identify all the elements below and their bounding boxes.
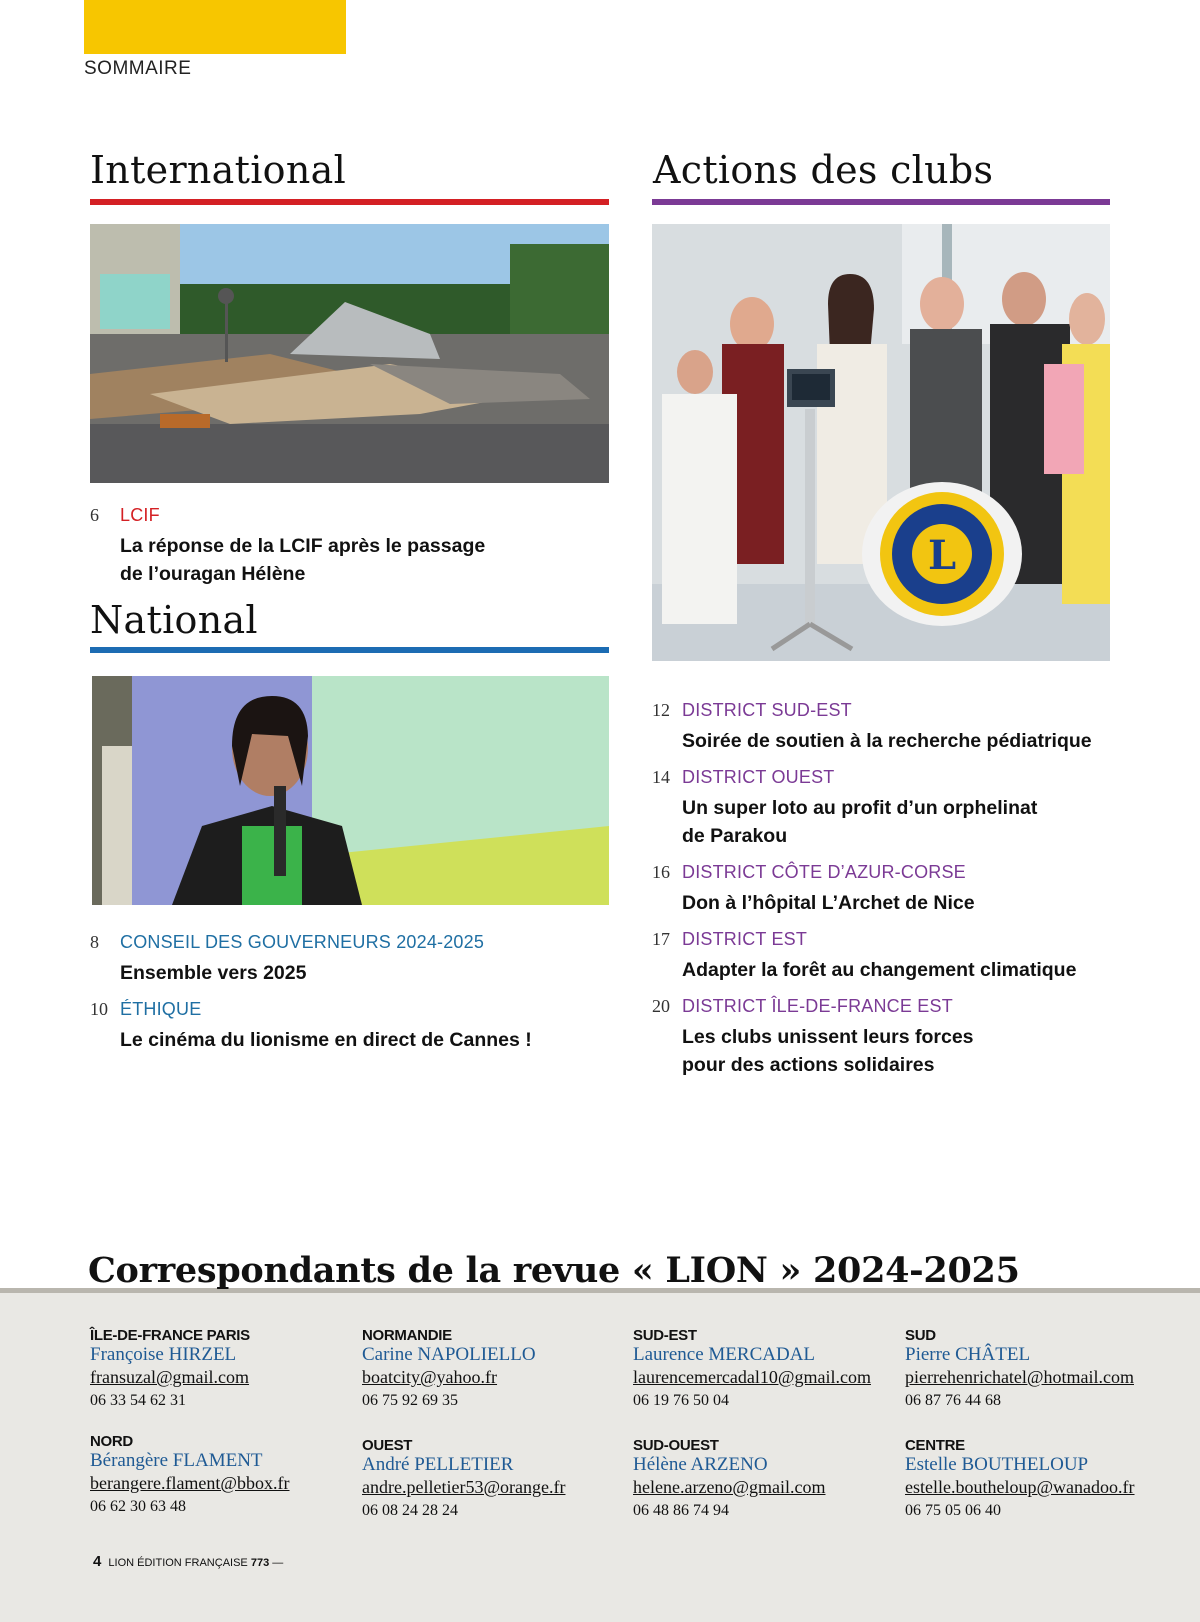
photo-hurricane-damage [90,224,609,483]
header-label: SOMMAIRE [84,58,192,79]
correspondent-email-link[interactable]: laurencemercadal10@gmail.com [633,1367,871,1387]
entry-title: Un super loto au profit d’un orphelinat de Parakou [682,797,1038,847]
correspondent-email-link[interactable]: fransuzal@gmail.com [90,1367,250,1387]
entry-category: DISTRICT EST [682,929,808,949]
entry-category: CONSEIL DES GOUVERNEURS 2024-2025 [120,932,485,952]
correspondent-region: SUD-OUEST [633,1437,719,1454]
correspondent-card [90,1327,350,1414]
entry-category: LCIF [120,505,160,525]
page-number: 16 [652,862,670,882]
page-number: 6 [90,505,99,525]
footer-dash: — [272,1557,284,1569]
toc-entry[interactable] [652,700,1192,756]
correspondent-phone: 06 75 05 06 40 [905,1502,1001,1519]
correspondent-phone: 06 62 30 63 48 [90,1498,186,1515]
correspondent-email-link[interactable]: berangere.flament@bbox.fr [90,1473,290,1493]
toc-entry[interactable] [652,929,1192,985]
correspondent-email-link[interactable]: estelle.boutheloup@wanadoo.fr [905,1477,1135,1497]
correspondent-email-link[interactable]: helene.arzeno@gmail.com [633,1477,826,1497]
correspondent-region: OUEST [362,1437,413,1454]
correspondent-card [633,1327,893,1414]
entry-category: DISTRICT SUD-EST [682,700,852,720]
entry-title: La réponse de la LCIF après le passage de l’ouragan Hélène [120,535,486,585]
entry-category: DISTRICT ÎLE-DE-FRANCE EST [682,996,953,1016]
correspondent-phone: 06 19 76 50 04 [633,1392,729,1409]
footer-publication: LION ÉDITION FRANÇAISE [108,1557,248,1569]
correspondent-card [362,1327,622,1414]
correspondent-phone: 06 08 24 28 24 [362,1502,458,1519]
entry-category: DISTRICT OUEST [682,767,835,787]
correspondent-region: NORMANDIE [362,1327,452,1344]
correspondent-name: Estelle BOUTHELOUP [905,1454,1089,1475]
toc-entry[interactable] [652,996,1192,1080]
entry-title: Adapter la forêt au changement climatique [682,959,1077,981]
correspondent-card [905,1437,1165,1524]
page-number: 14 [652,767,670,787]
section-title-international: International [90,148,347,192]
correspondent-name: Laurence MERCADAL [633,1344,816,1365]
correspondent-region: SUD [905,1327,936,1344]
page-number: 10 [90,999,108,1019]
correspondent-card [90,1433,350,1520]
section-rule-international [90,199,609,205]
page-footer [93,1553,283,1570]
correspondent-name: Bérangère FLAMENT [90,1450,263,1471]
section-rule-national [90,647,609,653]
correspondent-card [633,1437,893,1524]
correspondent-phone: 06 75 92 69 35 [362,1392,458,1409]
correspondent-region: CENTRE [905,1437,965,1454]
correspondent-region: ÎLE-DE-FRANCE PARIS [90,1327,250,1344]
entry-title: Ensemble vers 2025 [120,962,307,984]
correspondent-email-link[interactable]: andre.pelletier53@orange.fr [362,1477,566,1497]
svg-text:L: L [927,532,957,579]
correspondent-name: André PELLETIER [362,1454,514,1475]
section-title-clubs: Actions des clubs [653,148,994,192]
correspondent-phone: 06 48 86 74 94 [633,1502,729,1519]
correspondent-card [362,1437,622,1524]
correspondent-phone: 06 87 76 44 68 [905,1392,1001,1409]
toc-entry[interactable] [652,767,1192,851]
entry-title: Don à l’hôpital L’Archet de Nice [682,892,975,914]
correspondent-email-link[interactable]: pierrehenrichatel@hotmail.com [905,1367,1134,1387]
page-number: 8 [90,932,99,952]
entry-title: Soirée de soutien à la recherche pédiatrique [682,730,1092,752]
footer-issue: 773 [250,1557,270,1569]
footer-page-number: 4 [93,1553,102,1570]
toc-entry[interactable] [90,505,610,585]
entry-category: DISTRICT CÔTE D’AZUR-CORSE [682,862,966,882]
header-color-tab [84,0,346,54]
toc-entry[interactable] [90,932,610,988]
toc-entry[interactable] [652,862,1192,918]
entry-title: Les clubs unissent leurs forces pour des actions solidaires [682,1026,974,1076]
page-number: 17 [652,929,670,949]
entry-category: ÉTHIQUE [120,999,202,1019]
correspondent-name: Hélène ARZENO [633,1454,768,1475]
correspondent-email-link[interactable]: boatcity@yahoo.fr [362,1367,498,1387]
correspondent-card [905,1327,1165,1414]
page-number: 20 [652,996,670,1016]
entry-title: Le cinéma du lionisme en direct de Cannes ! [120,1029,532,1051]
section-rule-clubs [652,199,1110,205]
correspondent-name: Françoise HIRZEL [90,1344,237,1365]
correspondent-region: SUD-EST [633,1327,697,1344]
correspondents-title: Correspondants de la revue « LION » 2024-2025 [88,1250,1020,1291]
correspondent-name: Carine NAPOLIELLO [362,1344,536,1365]
correspondent-region: NORD [90,1433,133,1450]
correspondent-phone: 06 33 54 62 31 [90,1392,186,1409]
photo-speaker [92,676,609,905]
page-number: 12 [652,700,670,720]
correspondent-name: Pierre CHÂTEL [905,1344,1031,1365]
section-title-national: National [90,598,258,642]
toc-entry[interactable] [90,999,610,1055]
photo-club-donation [652,224,1110,661]
